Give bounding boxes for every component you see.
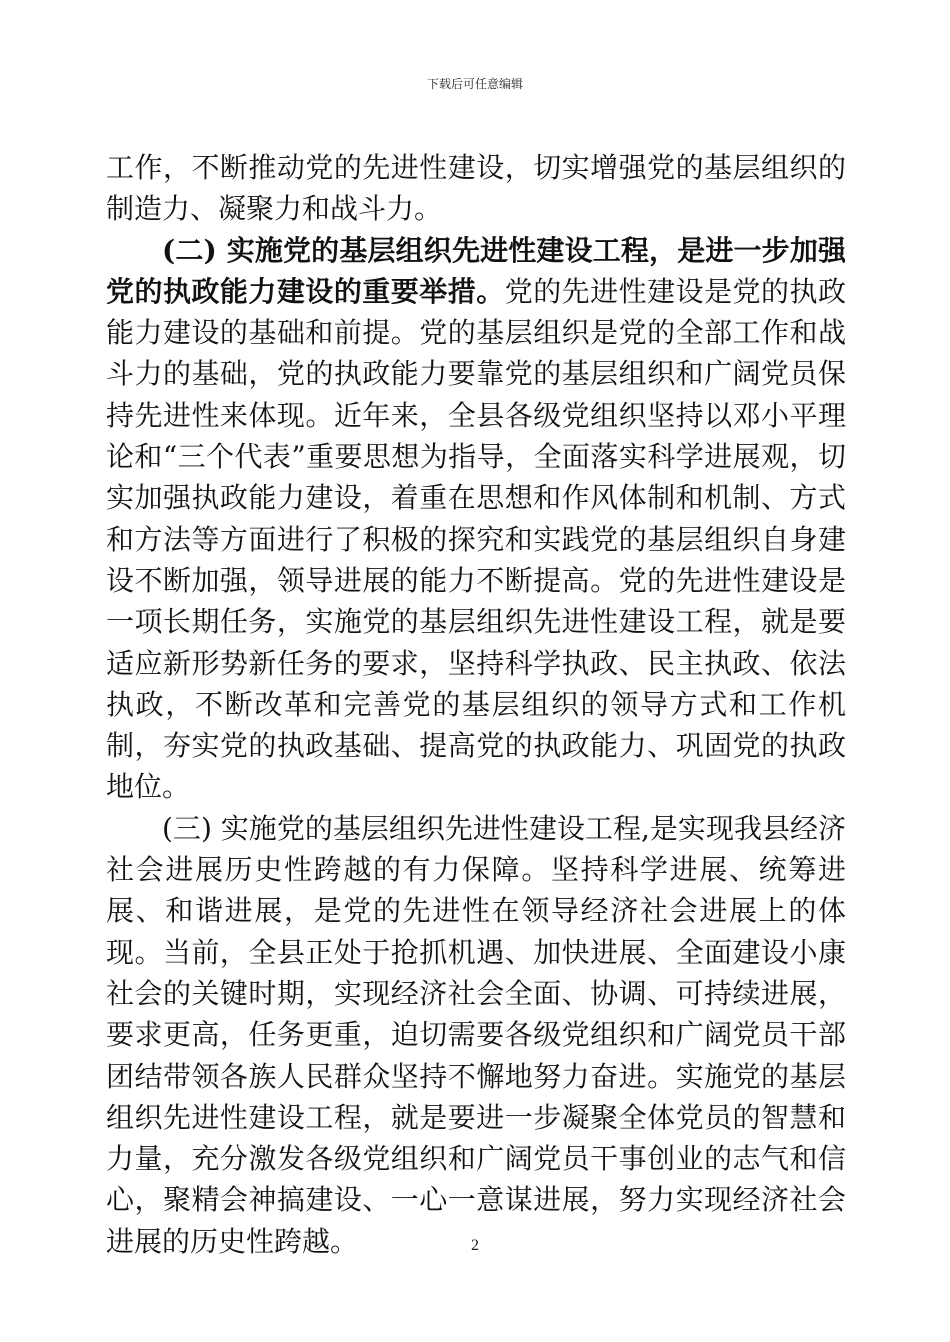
page-number: 2 (471, 1237, 479, 1254)
paragraph-section-three: (三) 实施党的基层组织先进性建设工程,是实现我县经济社会进展历史性跨越的有力保障。坚持科学进展、统筹进展、和谐进展，是党的先进性在领导经济社会进展上的体现。当前，全县正处于抢抓机遇、加快进展、全面建设小康社会的关键时期，实现经济社会全面、协调、可持续进展，要求更高，任务更重，迫切需要各级党组织和广阔党员干部团结带领各族人民群众坚持不懈地努力奋进。实施党的基层组织先进性建设工程，就是要进一步凝聚全体党员的智慧和力量，充分激发各级党组织和广阔党员干事创业的志气和信心，聚精会神搞建设、一心一意谋进展，努力实现经济社会进展的历史性跨越。 (106, 811, 846, 1258)
paragraph-continuation: 工作，不断推动党的先进性建设，切实增强党的基层组织的制造力、凝聚力和战斗力。 (106, 151, 846, 226)
section-two-body: 党的先进性建设是党的执政能力建设的基础和前提。党的基层组织是党的全部工作和战斗力的基础，党的执政能力要靠党的基层组织和广阔党员保持先进性来体现。近年来，全县各级党组织坚持以邓小平理论和“三个代表”重要思想为指导，全面落实科学进展观，切实加强执政能力建设，着重在思想和作风体制和机制、方式和方法等方面进行了积极的探究和实践党的基层组织自身建设不断加强，领导进展的能力不断提高。党的先进性建设是一项长期任务，实施党的基层组织先进性建设工程，就是要适应新形势新任务的要求，坚持科学执政、民主执政、依法执政，不断改革和完善党的基层组织的领导方式和工作机制，夯实党的执政基础、提高党的执政能力、巩固党的执政地位。 (106, 274, 846, 804)
document-body (106, 147, 846, 1262)
section-two-heading: (二) 实施党的基层组织先进性建设工程，是进一步加强党的执政能力建设的重要举措。 (106, 233, 846, 308)
page-header-note: 下载后可任意编辑 (426, 77, 523, 91)
paragraph-section-two (106, 230, 846, 808)
